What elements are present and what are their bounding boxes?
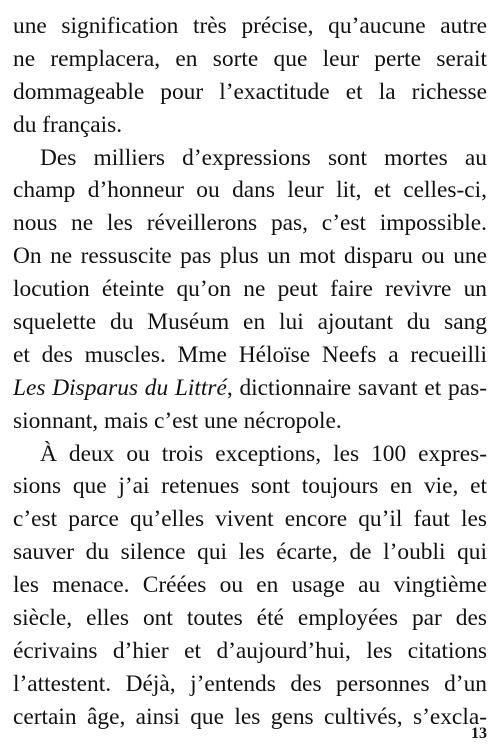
- text-line: sions que j’ai retenues sont toujours en vie, et: [13, 473, 487, 500]
- text-line: champ d’honneur ou dans leur lit, et celles-ci,: [13, 177, 487, 204]
- text-line: Des milliers d’expressions sont mortes au: [40, 144, 487, 171]
- text-line: l’attestent. Déjà, j’entends des personnes d’un: [13, 670, 487, 697]
- text-line: ne remplacera, en sorte que leur perte serait: [13, 45, 487, 72]
- text-line: nous ne les réveillerons pas, c’est impossible.: [13, 210, 487, 237]
- text-line: siècle, elles ont toutes été employées par des: [13, 605, 487, 632]
- text-line-rest: , dictionnaire savant et pas-: [226, 374, 487, 401]
- text-line: À deux ou trois exceptions, les 100 expres-: [40, 440, 487, 467]
- text-line: c’est parce qu’elles vivent encore qu’il faut les: [13, 506, 487, 533]
- body-text: [13, 10, 487, 734]
- text-line: écrivains d’hier et d’aujourd’hui, les citations: [13, 637, 487, 664]
- text-line: les menace. Créées ou en usage au vingtième: [13, 572, 487, 599]
- text-line: une signification très précise, qu’aucune autre: [13, 13, 487, 39]
- text-line: et des muscles. Mme Héloïse Neefs a recueilli: [13, 341, 487, 368]
- text-line: sauver du silence qui les écarte, de l’oubli qui: [13, 539, 487, 566]
- text-line: certain âge, ainsi que les gens cultivés, s’excla-: [13, 703, 487, 730]
- book-title: Les Disparus du Littré: [13, 374, 227, 401]
- text-line: dommageable pour l’exactitude et la richesse: [13, 78, 487, 105]
- text-line: du français.: [13, 111, 123, 138]
- text-line: On ne ressuscite pas plus un mot disparu ou une: [13, 243, 487, 270]
- text-line: locution éteinte qu’on ne peut faire revivre un: [13, 276, 487, 303]
- book-page: [13, 0, 487, 753]
- text-line: [13, 372, 487, 405]
- text-line: sionnant, mais c’est une nécropole.: [13, 407, 342, 434]
- text-line: squelette du Muséum en lui ajoutant du sang: [13, 309, 487, 336]
- page-number: 13: [471, 725, 487, 742]
